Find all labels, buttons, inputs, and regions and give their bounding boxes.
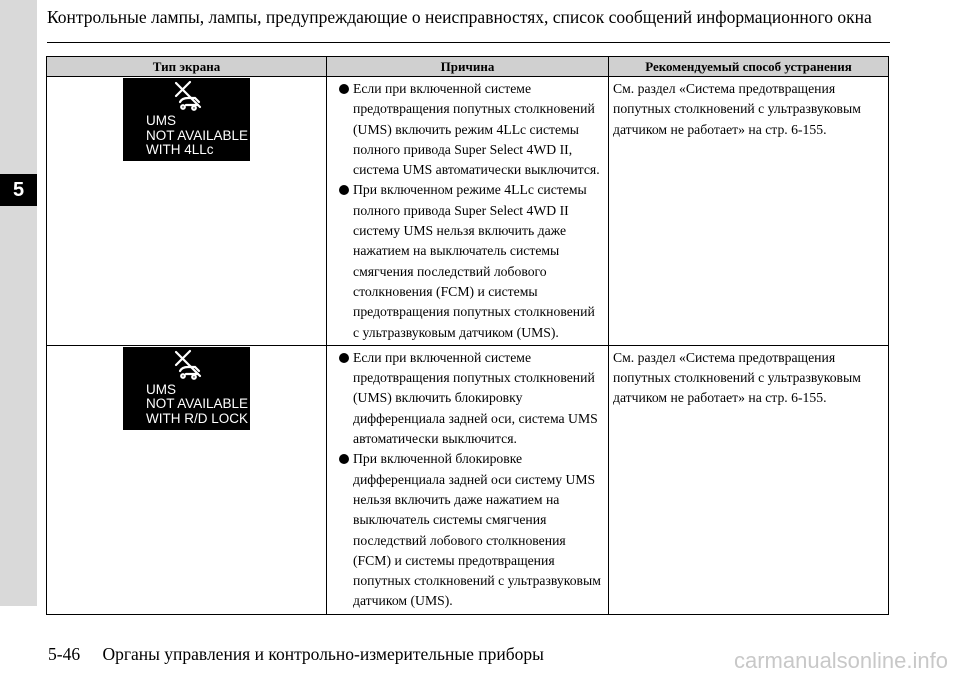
page-header: Контрольные лампы, лампы, предупреждающие о неисправностях, список сообщений информационного окна — [47, 4, 890, 43]
section-title: Органы управления и контрольно-измерительные приборы — [102, 644, 544, 664]
cause-item: При включенной блокировке дифференциала задней оси систему UMS нельзя включить даже нажатием на выключатель системы смягчения последствий лобового столкновения (FCM) и системы предотвращения попутных столкновений с ультразвуковым датчиком (UMS). — [339, 449, 604, 611]
cause-item: Если при включенной системе предотвращения попутных столкновений (UMS) включить режим 4LLc системы полного привода Super Select 4WD II, система UMS автоматически выключится. — [339, 79, 604, 180]
column-header-remedy: Рекомендуемый способ устранения — [609, 57, 889, 77]
display-line: WITH R/D LOCK — [146, 410, 249, 426]
display-line: UMS — [146, 381, 176, 397]
display-line: NOT AVAILABLE — [146, 127, 249, 143]
display-line: UMS — [146, 113, 176, 128]
messages-table — [46, 56, 889, 615]
watermark: carmanualsonline.info — [733, 648, 948, 673]
screen-cell — [47, 77, 327, 346]
cause-list — [339, 348, 604, 612]
page-footer — [48, 644, 544, 665]
display-message — [146, 383, 248, 427]
cause-item: При включенном режиме 4LLc системы полного привода Super Select 4WD II систему UMS нельзя включить даже нажатием на выключатель системы смягчения последствий лобового столкновения (FCM) и системы предотвращения попутных столкновений с ультразвуковым датчиком (UMS). — [339, 180, 604, 342]
page-number: 5-46 — [48, 644, 81, 664]
table-row — [47, 77, 889, 346]
cause-item: Если при включенной системе предотвращения попутных столкновений (UMS) включить блокировку дифференциала задней оси, система UMS автоматически выключится. — [339, 348, 604, 449]
table-header-row — [47, 57, 889, 77]
table-row — [47, 345, 889, 614]
remedy-cell: См. раздел «Система предотвращения попутных столкновений с ультразвуковым датчиком не работает» на стр. 6-155. — [609, 345, 889, 614]
cause-cell — [327, 345, 609, 614]
display-screen-4llc — [123, 78, 250, 161]
remedy-cell: См. раздел «Система предотвращения попутных столкновений с ультразвуковым датчиком не работает» на стр. 6-155. — [609, 77, 889, 346]
display-message — [146, 114, 248, 158]
display-line: NOT AVAILABLE — [146, 396, 249, 412]
ums-off-icon — [168, 349, 208, 381]
chapter-sidebar — [0, 0, 37, 606]
ums-off-icon — [168, 80, 208, 112]
column-header-cause: Причина — [327, 57, 609, 77]
screen-cell — [47, 345, 327, 614]
display-screen-rd-lock — [123, 347, 250, 430]
cause-list — [339, 79, 604, 343]
chapter-tab: 5 — [0, 174, 37, 206]
cause-cell — [327, 77, 609, 346]
column-header-screen-type: Тип экрана — [47, 57, 327, 77]
display-line: WITH 4LLc — [146, 142, 214, 157]
